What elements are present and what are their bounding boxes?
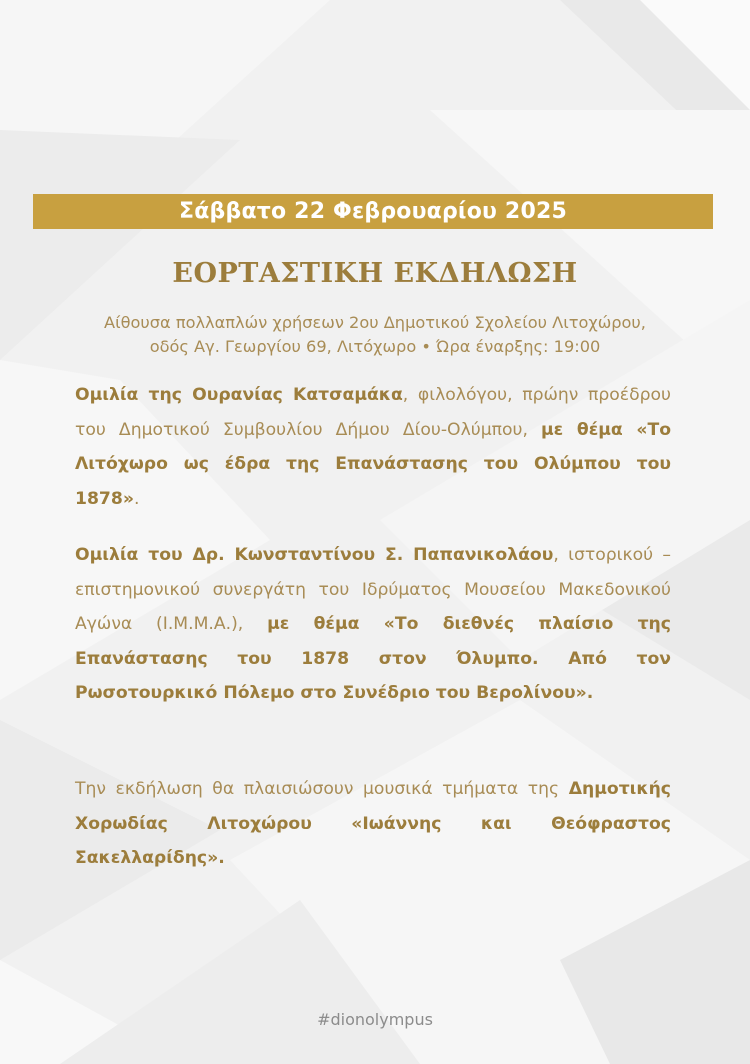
venue-line-2: οδός Αγ. Γεωργίου 69, Λιτόχωρο • Ώρα έναρξης: 19:00 <box>149 337 601 356</box>
talk-1-role: , φιλολόγου, πρώην προέδρου του Δημοτικού Συμβουλίου Δήμου Δίου-Ολύμπου, <box>75 385 671 440</box>
music-text: Την εκδήλωση θα πλαισιώσουν μουσικά τμήματα της <box>75 779 569 799</box>
event-title: ΕΟΡΤΑΣΤΙΚΗ ΕΚΔΗΛΩΣΗ <box>172 258 578 289</box>
music-paragraph <box>75 772 671 876</box>
talk-2-speaker: Ομιλία του Δρ. Κωνσταντίνου Σ. Παπανικολάου <box>75 545 554 565</box>
event-date: Σάββατο 22 Φεβρουαρίου 2025 <box>179 199 567 224</box>
talk-1-paragraph <box>75 378 671 516</box>
talk-2-paragraph <box>75 538 671 711</box>
venue-info <box>40 311 710 359</box>
talk-2-topic: με θέμα «Το διεθνές πλαίσιο της Επανάστασης του 1878 στον Όλυμπο. Από τον Ρωσοτουρκικό Πόλεμο στο Συνέδριο του Βερολίνου». <box>75 614 671 703</box>
date-banner <box>33 194 713 229</box>
venue-line-1: Αίθουσα πολλαπλών χρήσεων 2ου Δημοτικού Σχολείου Λιτοχώρου, <box>104 313 646 332</box>
choir-name: Δημοτικής Χορωδίας Λιτοχώρου «Ιωάννης και Θεόφραστος Σακελλαρίδης». <box>75 779 671 868</box>
footer-hashtag: #dionolympus <box>317 1010 433 1029</box>
talk-1-topic: με θέμα «Το Λιτόχωρο ως έδρα της Επανάστασης του Ολύμπου του 1878» <box>75 419 671 509</box>
talk-1-speaker: Ομιλία της Ουρανίας Κατσαμάκα <box>75 385 403 405</box>
talk-1-end: . <box>133 488 140 509</box>
talk-2-role: , ιστορικού – επιστημονικού συνεργάτη του Ιδρύματος Μουσείου Μακεδονικού Αγώνα (Ι.Μ.Μ.Α.), <box>75 545 671 634</box>
